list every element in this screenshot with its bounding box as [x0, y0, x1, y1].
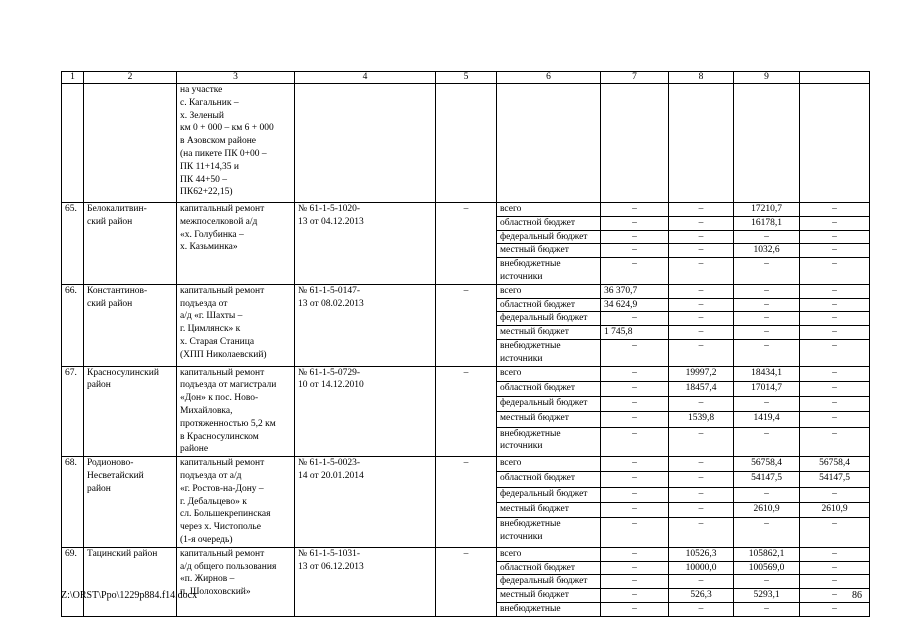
description-line: капитальный ремонт — [180, 458, 265, 469]
entry-description — [177, 457, 295, 548]
value-v9: – — [734, 518, 800, 548]
value-v7: 1 745,8 — [601, 326, 669, 340]
value-v9: – — [734, 427, 800, 457]
entry-number: 69. — [62, 547, 84, 616]
district-line: Константинов- — [87, 285, 148, 296]
entry-col5: – — [436, 366, 497, 457]
description-line: капитальный ремонт — [180, 367, 265, 378]
value-v7: – — [601, 487, 669, 502]
value-v9: 5293,1 — [734, 589, 800, 603]
entry-description — [177, 203, 295, 285]
entry-col5: – — [436, 457, 497, 548]
funding-source: федеральный бюджет — [497, 487, 601, 502]
column-number-header: 4 — [295, 72, 436, 84]
description-line: на участке — [180, 85, 223, 95]
value-v10: – — [800, 487, 870, 502]
value-v7: – — [601, 258, 669, 285]
value-v10: – — [800, 589, 870, 603]
description-line: «х. Голубинка – — [180, 229, 244, 240]
value-v7: – — [601, 366, 669, 381]
funding-source-line: источники — [500, 532, 543, 542]
column-number-header: 8 — [669, 72, 734, 84]
description-line: капитальный ремонт — [180, 285, 265, 296]
value-v10: – — [800, 312, 870, 326]
table-row — [62, 457, 870, 472]
funding-source-line: внебюджетные — [500, 259, 561, 270]
district-line: Красносулинский — [87, 367, 159, 378]
value-v7: – — [601, 339, 669, 366]
value-v8: – — [669, 326, 734, 340]
description-line: х. Казьминка» — [180, 242, 238, 253]
value-v7: – — [601, 602, 669, 616]
entry-col5: – — [436, 547, 497, 616]
value-v9: – — [734, 230, 800, 244]
funding-source: федеральный бюджет — [497, 397, 601, 412]
column-number-header: 9 — [734, 72, 800, 84]
table-row — [62, 366, 870, 381]
document-line: № 61-1-5-1020- — [298, 204, 361, 214]
funding-source-line: источники — [500, 271, 543, 282]
value-v8: – — [669, 284, 734, 298]
value-v9: 1419,4 — [734, 412, 800, 427]
value-v9: – — [734, 312, 800, 326]
funding-source: областной бюджет — [497, 216, 601, 230]
funding-source: федеральный бюджет — [497, 312, 601, 326]
table-row — [62, 284, 870, 298]
value-v7: – — [601, 412, 669, 427]
column-number-header: 1 — [62, 72, 84, 84]
column-number-header — [800, 72, 870, 84]
funding-source — [497, 518, 601, 548]
value-v9: 105862,1 — [734, 547, 800, 561]
value-v10: – — [800, 561, 870, 575]
document-line: № 61-1-5-0023- — [298, 458, 361, 469]
district-line: район — [87, 483, 111, 494]
entry-number: 68. — [62, 457, 84, 548]
description-line: «г. Ростов-на-Дону – — [180, 483, 264, 494]
funding-source-line: внебюджетные — [500, 340, 561, 351]
funding-source: всего — [497, 284, 601, 298]
value-v9: – — [734, 326, 800, 340]
value-v9: 56758,4 — [734, 457, 800, 472]
funding-source-line: внебюджетные — [500, 428, 561, 439]
funding-source: областной бюджет — [497, 381, 601, 396]
funding-source: местный бюджет — [497, 326, 601, 340]
funding-source: всего — [497, 457, 601, 472]
document-line: 13 от 04.12.2013 — [298, 216, 364, 227]
district-line: район — [87, 380, 111, 391]
funding-source: внебюджетные — [497, 602, 601, 616]
description-line: капитальный ремонт — [180, 548, 265, 559]
value-v8: – — [669, 502, 734, 517]
description-line: г. Цимлянск» к — [180, 324, 241, 335]
entry-col5: – — [436, 284, 497, 366]
district-line: Белокалитвин- — [87, 204, 147, 214]
value-v8: – — [669, 427, 734, 457]
value-v8: – — [669, 312, 734, 326]
value-v7: – — [601, 312, 669, 326]
district-line: ский район — [87, 298, 133, 309]
value-v10: – — [800, 244, 870, 258]
document-line: 13 от 08.02.2013 — [298, 298, 364, 309]
value-v7: – — [601, 216, 669, 230]
description-line: ПК62+22,15) — [180, 187, 233, 198]
funding-source: федеральный бюджет — [497, 575, 601, 589]
entry-col5: – — [436, 203, 497, 285]
description-line: а/д «г. Шахты – — [180, 311, 243, 322]
description-line: Михайловка, — [180, 405, 233, 416]
value-v9: 17210,7 — [734, 203, 800, 217]
value-v8: – — [669, 216, 734, 230]
value-v7: – — [601, 518, 669, 548]
value-v7: – — [601, 203, 669, 217]
entry-district — [84, 457, 177, 548]
value-v7: – — [601, 244, 669, 258]
column-number-header: 6 — [497, 72, 601, 84]
value-v8: – — [669, 518, 734, 548]
description-line: протяженностью 5,2 км — [180, 418, 276, 429]
value-v9: – — [734, 575, 800, 589]
funding-source: всего — [497, 203, 601, 217]
table-row — [62, 203, 870, 217]
funding-source: местный бюджет — [497, 244, 601, 258]
footer-page-number: 86 — [852, 590, 862, 601]
description-line: (1-я очередь) — [180, 534, 233, 545]
value-v7: – — [601, 457, 669, 472]
footer-file-path: Z:\ORST\Ppo\1229p884.f14.docx — [61, 590, 198, 601]
description-line: г. Дебальцево» к — [180, 496, 247, 507]
cell-value-8 — [669, 84, 734, 203]
description-line: км 0 + 000 – км 6 + 000 — [180, 123, 274, 134]
document-line: № 61-1-5-1031- — [298, 548, 361, 559]
description-line: ПК 44+50 – — [180, 174, 228, 185]
funding-source: местный бюджет — [497, 412, 601, 427]
cell-col5 — [436, 84, 497, 203]
entry-document — [295, 457, 436, 548]
value-v8: 19997,2 — [669, 366, 734, 381]
funding-source-line: внебюджетные — [500, 519, 561, 530]
value-v9: 18434,1 — [734, 366, 800, 381]
document-line: № 61-1-5-0729- — [298, 367, 361, 378]
description-line: с. Кагальник – — [180, 97, 239, 108]
value-v7: – — [601, 427, 669, 457]
cell-description — [177, 84, 295, 203]
value-v8: – — [669, 244, 734, 258]
entry-document — [295, 284, 436, 366]
funding-source-line: источники — [500, 441, 543, 452]
value-v8: – — [669, 575, 734, 589]
value-v7: – — [601, 230, 669, 244]
description-line: подъезда от — [180, 298, 228, 309]
value-v9: – — [734, 339, 800, 366]
entry-document — [295, 547, 436, 616]
description-line: в Красносулинском — [180, 431, 259, 442]
value-v8: 1539,8 — [669, 412, 734, 427]
entry-description — [177, 284, 295, 366]
value-v10: 56758,4 — [800, 457, 870, 472]
funding-source — [497, 427, 601, 457]
table-row — [62, 547, 870, 561]
cell-value-9 — [734, 84, 800, 203]
column-number-header: 2 — [84, 72, 177, 84]
description-line: межпоселковой а/д — [180, 216, 258, 227]
description-line: п. Шолоховский» — [180, 587, 251, 598]
value-v9: – — [734, 602, 800, 616]
district-line: Несветайский — [87, 470, 144, 481]
document-line: № 61-1-5-0147- — [298, 285, 361, 296]
funding-source: областной бюджет — [497, 561, 601, 575]
cell-value-10 — [800, 84, 870, 203]
cell-district — [84, 84, 177, 203]
description-line: через х. Чистополье — [180, 522, 261, 533]
value-v9: 100569,0 — [734, 561, 800, 575]
data-table — [61, 71, 870, 617]
entry-description — [177, 547, 295, 616]
value-v10: – — [800, 547, 870, 561]
description-line: подъезда от а/д — [180, 470, 242, 481]
value-v8: – — [669, 397, 734, 412]
description-line: (на пикете ПК 0+00 – — [180, 148, 267, 159]
value-v9: 1032,6 — [734, 244, 800, 258]
description-line: в Азовском районе — [180, 136, 257, 147]
document-line: 14 от 20.01.2014 — [298, 470, 364, 481]
value-v10: – — [800, 381, 870, 396]
value-v9: – — [734, 258, 800, 285]
value-v10: – — [800, 602, 870, 616]
value-v10: – — [800, 575, 870, 589]
value-v10: – — [800, 412, 870, 427]
value-v7: – — [601, 547, 669, 561]
value-v9: 16178,1 — [734, 216, 800, 230]
value-v10: – — [800, 216, 870, 230]
funding-source: всего — [497, 547, 601, 561]
value-v10: – — [800, 518, 870, 548]
value-v10: – — [800, 284, 870, 298]
entry-number: 65. — [62, 203, 84, 285]
description-line: капитальный ремонт — [180, 204, 265, 214]
description-line: «Дон» к пос. Ново- — [180, 393, 259, 404]
value-v7: – — [601, 502, 669, 517]
value-v9: 17014,7 — [734, 381, 800, 396]
document-line: 10 от 14.12.2010 — [298, 380, 364, 391]
cell-document — [295, 84, 436, 203]
entry-number: 66. — [62, 284, 84, 366]
description-line: х. Старая Станица — [180, 336, 255, 347]
value-v10: – — [800, 298, 870, 312]
description-line: «п. Жирнов – — [180, 574, 235, 585]
entry-district — [84, 203, 177, 285]
value-v8: – — [669, 258, 734, 285]
funding-source: областной бюджет — [497, 472, 601, 487]
value-v10: – — [800, 203, 870, 217]
value-v10: – — [800, 397, 870, 412]
column-number-header: 3 — [177, 72, 295, 84]
value-v8: – — [669, 602, 734, 616]
value-v8: – — [669, 457, 734, 472]
description-line: (ХПП Николаевский) — [180, 349, 267, 360]
value-v8: – — [669, 203, 734, 217]
value-v10: – — [800, 326, 870, 340]
entry-number: 67. — [62, 366, 84, 457]
value-v8: 10526,3 — [669, 547, 734, 561]
value-v9: 54147,5 — [734, 472, 800, 487]
entry-district — [84, 284, 177, 366]
entry-document — [295, 366, 436, 457]
value-v7: – — [601, 472, 669, 487]
value-v10: – — [800, 366, 870, 381]
entry-district — [84, 366, 177, 457]
district-line: Тацинский район — [87, 548, 158, 559]
value-v10: – — [800, 339, 870, 366]
value-v8: – — [669, 487, 734, 502]
value-v8: 526,3 — [669, 589, 734, 603]
description-line: х. Зеленый — [180, 110, 224, 121]
funding-source: всего — [497, 366, 601, 381]
funding-source-line: источники — [500, 353, 543, 364]
value-v7: 34 624,9 — [601, 298, 669, 312]
continuation-row — [62, 84, 870, 203]
district-line: Родионово- — [87, 458, 134, 469]
district-line: ский район — [87, 216, 133, 227]
funding-source: федеральный бюджет — [497, 230, 601, 244]
description-line: сл. Большекрепинская — [180, 509, 271, 520]
table-body — [62, 72, 870, 617]
value-v8: – — [669, 298, 734, 312]
value-v9: – — [734, 487, 800, 502]
column-number-header: 7 — [601, 72, 669, 84]
funding-source — [497, 339, 601, 366]
value-v8: – — [669, 339, 734, 366]
document-line: 13 от 06.12.2013 — [298, 561, 364, 572]
funding-source: местный бюджет — [497, 589, 601, 603]
value-v7: – — [601, 561, 669, 575]
value-v8: – — [669, 230, 734, 244]
value-v10: – — [800, 258, 870, 285]
funding-source: областной бюджет — [497, 298, 601, 312]
value-v9: – — [734, 284, 800, 298]
entry-district — [84, 547, 177, 616]
cell-source — [497, 84, 601, 203]
cell-number — [62, 84, 84, 203]
entry-document — [295, 203, 436, 285]
value-v9: 2610,9 — [734, 502, 800, 517]
value-v7: – — [601, 381, 669, 396]
value-v7: – — [601, 397, 669, 412]
funding-source — [497, 258, 601, 285]
column-number-header: 5 — [436, 72, 497, 84]
value-v10: 2610,9 — [800, 502, 870, 517]
value-v8: 18457,4 — [669, 381, 734, 396]
entry-description — [177, 366, 295, 457]
header-row — [62, 72, 870, 84]
funding-source: местный бюджет — [497, 502, 601, 517]
value-v9: – — [734, 397, 800, 412]
cell-value-7 — [601, 84, 669, 203]
value-v8: 10000,0 — [669, 561, 734, 575]
description-line: а/д общего пользования — [180, 561, 277, 572]
description-line: ПК 11+14,35 и — [180, 161, 239, 172]
value-v10: 54147,5 — [800, 472, 870, 487]
value-v7: 36 370,7 — [601, 284, 669, 298]
value-v10: – — [800, 230, 870, 244]
value-v8: – — [669, 472, 734, 487]
value-v10: – — [800, 427, 870, 457]
value-v7: – — [601, 575, 669, 589]
description-line: подъезда от магистрали — [180, 380, 277, 391]
value-v9: – — [734, 298, 800, 312]
value-v7: – — [601, 589, 669, 603]
description-line: районе — [180, 444, 209, 455]
